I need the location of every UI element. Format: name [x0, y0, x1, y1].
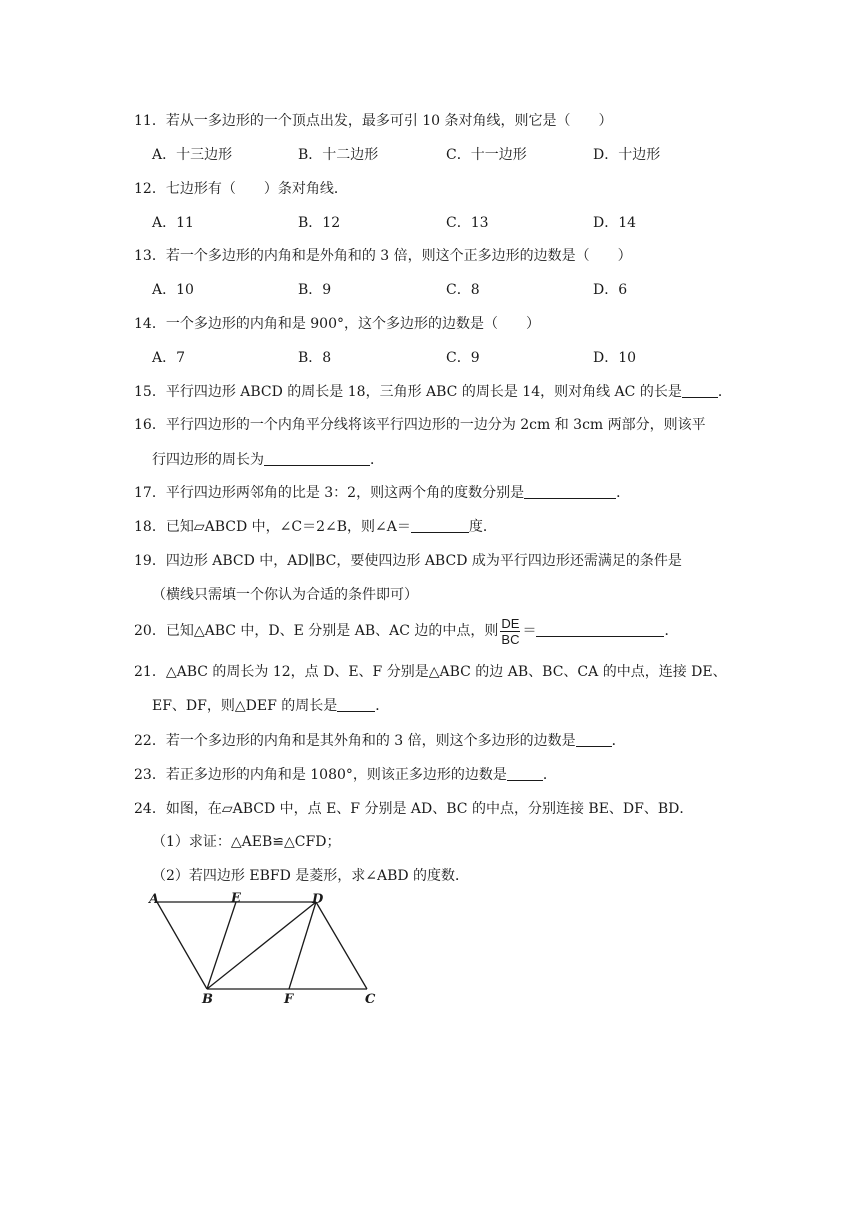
- answer-blank: [411, 518, 469, 533]
- question-24-part-1: （1）求证：△AEB≌△CFD；: [152, 834, 341, 850]
- question-22-text: 22．若一个多边形的内角和是其外角和的 3 倍，则这个多边形的边数是: [134, 733, 576, 749]
- q12-option-b: B．12: [298, 215, 341, 231]
- segment-dc: [316, 902, 367, 989]
- segment-be: [207, 902, 236, 989]
- q13-option-b: B．9: [298, 282, 332, 298]
- question-19: 19．四边形 ABCD 中，AD∥BC，要使四边形 ABCD 成为平行四边形还需满足的条件是: [134, 553, 682, 569]
- answer-blank: [682, 383, 718, 398]
- question-23: [134, 765, 557, 785]
- question-15-text: 15．平行四边形 ABCD 的周长是 18，三角形 ABC 的周长是 14，则对角线 AC 的长是: [134, 384, 682, 400]
- label-c: C: [365, 992, 376, 1007]
- question-22: [134, 731, 626, 751]
- question-24-part-2: （2）若四边形 EBFD 是菱形，求∠ABD 的度数．: [152, 868, 470, 884]
- answer-blank: [507, 766, 543, 781]
- q14-option-b: B．8: [298, 350, 332, 366]
- answer-blank: [536, 622, 664, 637]
- question-21-cont: [152, 696, 389, 716]
- fraction-de-bc: [500, 616, 520, 647]
- answer-blank: [576, 732, 612, 747]
- answer-blank: [524, 484, 616, 499]
- period: ．: [375, 698, 390, 714]
- period: ．: [370, 452, 384, 468]
- question-17: [134, 483, 630, 503]
- label-e: E: [231, 891, 241, 906]
- q12-option-d: D．14: [593, 215, 637, 231]
- question-18-text-a: 18．已知▱ABCD 中，∠C＝2∠B，则∠A＝: [134, 519, 411, 535]
- label-d: D: [312, 892, 324, 907]
- question-23-text: 23．若正多边形的内角和是 1080°，则该正多边形的边数是: [134, 767, 507, 783]
- period: ．: [611, 733, 626, 749]
- question-11: 11．若从一多边形的一个顶点出发，最多可引 10 条对角线，则它是（ ）: [134, 113, 613, 129]
- label-b: B: [202, 992, 213, 1007]
- question-17-text: 17．平行四边形两邻角的比是 3：2，则这两个角的度数分别是: [134, 485, 525, 501]
- answer-blank: [337, 697, 375, 712]
- q14-option-a: A．7: [152, 350, 186, 366]
- question-16-cont: [152, 450, 384, 470]
- question-20-text-a: 20．已知△ABC 中，D、E 分别是 AB、AC 边的中点，则: [134, 623, 499, 639]
- q14-option-c: C．9: [446, 350, 480, 366]
- question-18: [134, 517, 497, 537]
- question-12: 12．七边形有（ ）条对角线．: [134, 181, 348, 197]
- question-21-text-b: EF、DF，则△DEF 的周长是: [152, 698, 338, 714]
- label-f: F: [284, 992, 294, 1007]
- q13-option-a: A．10: [152, 282, 194, 298]
- period: ．: [616, 485, 631, 501]
- question-13: 13．若一个多边形的内角和是外角和的 3 倍，则这个正多边形的边数是（ ）: [134, 248, 632, 264]
- q12-option-c: C．13: [446, 215, 489, 231]
- segment-df: [289, 902, 316, 989]
- question-14: 14．一个多边形的内角和是 900°，这个多边形的边数是（ ）: [134, 316, 540, 332]
- question-15: [134, 382, 732, 402]
- fraction-numerator: DE: [501, 615, 520, 631]
- q11-option-c: C．十一边形: [446, 147, 527, 163]
- period: ．: [664, 623, 679, 639]
- question-16-text-b: 行四边形的周长为: [152, 452, 264, 468]
- question-21: 21．△ABC 的周长为 12，点 D、E、F 分别是△ABC 的边 AB、BC、CA 的中点，连接 DE、: [134, 664, 727, 680]
- q11-option-b: B．十二边形: [298, 147, 379, 163]
- q13-option-d: D．6: [593, 282, 628, 298]
- fraction-denominator: BC: [501, 631, 520, 647]
- q11-option-d: D．十边形: [593, 147, 661, 163]
- question-19-cont: （横线只需填一个你认为合适的条件即可）: [152, 587, 418, 603]
- period: ．: [542, 767, 557, 783]
- segment-bd: [207, 902, 316, 989]
- q14-option-d: D．10: [593, 350, 637, 366]
- label-a: A: [149, 892, 160, 907]
- question-20: [134, 614, 678, 648]
- parallelogram-figure: [140, 888, 390, 1013]
- segment-ab: [157, 902, 207, 989]
- q11-option-a: A．十三边形: [152, 147, 233, 163]
- question-18-text-b: 度．: [468, 519, 497, 535]
- question-24: 24．如图，在▱ABCD 中，点 E、F 分别是 AD、BC 的中点，分别连接 BE、DF、BD．: [134, 801, 694, 817]
- q13-option-c: C．8: [446, 282, 480, 298]
- question-16: 16．平行四边形的一个内角平分线将该平行四边形的一边分为 2cm 和 3cm 两部分，则该平: [134, 417, 706, 433]
- question-20-text-b: ＝: [522, 623, 537, 639]
- answer-blank: [264, 451, 370, 466]
- period: ．: [717, 384, 732, 400]
- q12-option-a: A．11: [152, 215, 194, 231]
